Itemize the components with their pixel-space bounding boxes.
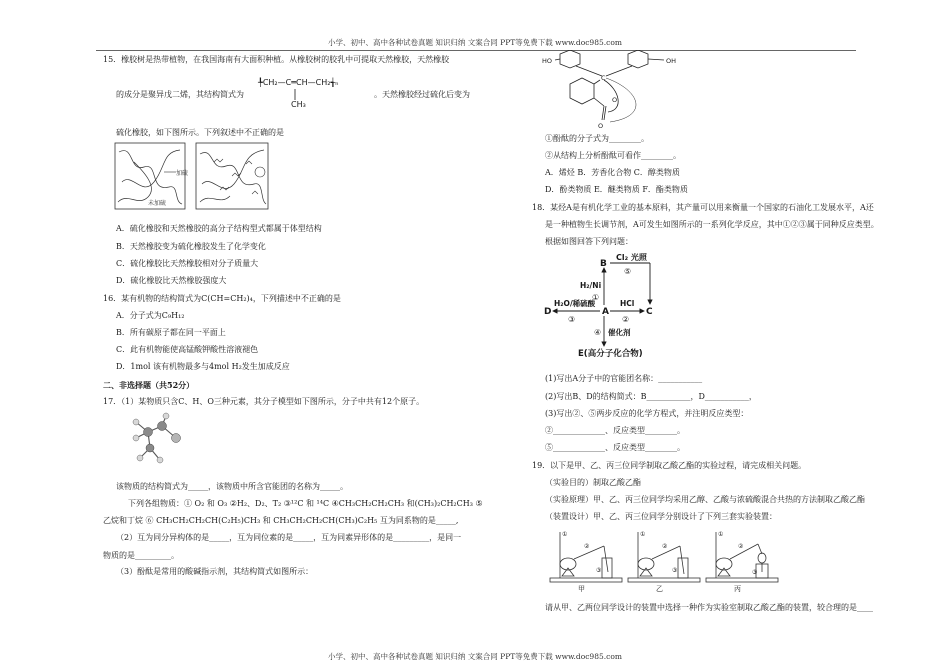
q18-question3: (3)写出②、⑤两步反应的化学方程式，并注明反应类型： — [545, 409, 749, 418]
q17-line4: 乙烷和丁烷 ⑥ CH₃CH₂CH₂CH(C₂H₅)CH₃ 和 CH₃CH₂CH₂CH(CH₃)C₂H₅ 互为同系物的是_____, — [103, 516, 459, 525]
q18-line1: 18．某烃A是有机化学工业的基本原料，其产量可以用来衡量一个国家的石油化工发展水平，A还 — [532, 203, 874, 212]
svg-text:①: ① — [718, 531, 724, 538]
q17-part1: ①酚酞的分子式为________。 — [545, 134, 649, 143]
q17-part2: ②从结构上分析酚酞可看作________。 — [545, 151, 681, 160]
molecule-model-figure — [126, 412, 188, 468]
node-c: C — [646, 307, 653, 317]
q16-stem: 16．某有机物的结构简式为C(CH=CH₂)₄，下列描述中不正确的是 — [103, 294, 341, 303]
fig-label-vulcanized: 加硫 — [176, 170, 189, 177]
section-2-title: 二、非选择题（共52分） — [103, 380, 195, 390]
q16-option-a: A．分子式为C₉H₁₂ — [116, 311, 185, 320]
q18-question3-step2: ②_____________、反应类型________。 — [545, 426, 685, 435]
step-4: ④ — [594, 328, 602, 337]
q17-options-row2: D．酚类物质 E．醚类物质 F．酯类物质 — [545, 185, 688, 194]
node-b: B — [600, 259, 607, 269]
q19-line4: （装置设计）甲、乙、丙三位同学分别设计了下列三套实验装置： — [545, 512, 777, 521]
step-3: ③ — [568, 315, 576, 324]
reagent-cl2: Cl₂ 光照 — [616, 253, 647, 262]
svg-text:②: ② — [662, 543, 668, 550]
svg-text:①: ① — [562, 531, 568, 538]
fig-oh-label: OH — [666, 57, 677, 65]
q15-formula-sub: CH₃ — [291, 100, 306, 109]
apparatus-figure — [548, 528, 780, 592]
svg-text:②: ② — [738, 543, 744, 550]
reagent-h2: H₂/Ni — [580, 281, 602, 290]
q16-option-d: D．1mol 该有机物最多与4mol H₂发生加成反应 — [116, 362, 290, 371]
phenolphthalein-figure — [540, 50, 690, 130]
apparatus-label-yi: 乙 — [656, 585, 663, 592]
node-d: D — [544, 307, 552, 317]
apparatus-label-jia: 甲 — [578, 585, 585, 592]
q19-line1: 19．以下是甲、乙、丙三位同学制取乙酸乙酯的实验过程，请完成相关问题。 — [532, 461, 807, 470]
q16-option-b: B．所有碳原子都在同一平面上 — [116, 328, 226, 337]
q19-line2: （实验目的）制取乙酸乙酯 — [545, 478, 641, 487]
fig-c-label: C — [601, 74, 606, 82]
reaction-diagram — [540, 250, 680, 360]
reagent-h2o: H₂O/稀硫酸 — [554, 299, 596, 308]
q18-question1: (1)写出A分子中的官能团名称：___________ — [545, 374, 703, 383]
q15-line3: 硫化橡胶，如下图所示。下列叙述中不正确的是 — [116, 128, 284, 137]
step-5: ⑤ — [624, 267, 632, 276]
svg-text:③: ③ — [596, 567, 602, 574]
svg-text:③: ③ — [752, 569, 758, 576]
q18-question2: (2)写出B、D的结构简式：B___________，D___________， — [545, 392, 757, 401]
reagent-catalyst: 催化剂 — [608, 328, 631, 337]
q15-line2a: 的成分是聚异戊二烯，其结构简式为 — [116, 90, 244, 99]
q15-line1: 15．橡胶树是热带植物，在我国海南有大面积种植。从橡胶树的胶乳中可提取天然橡胶，天然橡胶 — [103, 55, 450, 64]
q15-option-d: D．硫化橡胶比天然橡胶强度大 — [116, 276, 227, 285]
q18-question3-step5: ⑤_____________、反应类型________。 — [545, 443, 685, 452]
fig-o-label: O — [612, 96, 618, 104]
q19-line5: 请从甲、乙两位同学设计的装置中选择一种作为实验室制取乙酸乙酯的装置，较合理的是____ — [545, 603, 873, 612]
reagent-hcl: HCl — [620, 299, 635, 308]
svg-text:①: ① — [640, 531, 646, 538]
q15-option-b: B．天然橡胶变为硫化橡胶发生了化学变化 — [116, 242, 266, 251]
q15-formula: ╄CH₂—C═CH—CH₂╅ₙ — [258, 78, 339, 87]
q17-line5: （2）互为同分异构体的是_____，互为同位素的是_____，互为同素异形体的是_________，是同一 — [116, 533, 462, 542]
q19-line3: （实验原理）甲、乙、丙三位同学均采用乙醇、乙酸与浓硫酸混合共热的方法制取乙酸乙酯 — [545, 495, 865, 504]
node-e: E(高分子化合物) — [578, 349, 643, 359]
header-rule — [96, 50, 856, 51]
step-1: ① — [592, 293, 600, 302]
formula-bond — [293, 89, 297, 100]
page-header: 小学、初中、高中各种试卷真题 知识归纳 文案合同 PPT等免费下载 www.doc985.com — [328, 38, 622, 47]
q16-option-c: C．此有机物能使高锰酸钾酸性溶液褪色 — [116, 345, 259, 354]
q17-options-row1: A．烯烃 B．芳香化合物 C．醇类物质 — [545, 168, 680, 177]
svg-text:③: ③ — [672, 567, 678, 574]
svg-text:②: ② — [584, 543, 590, 550]
q18-line2: 是一种植物生长调节剂，A可发生如图所示的一系列化学反应，其中①②③属于同种反应类型。 — [545, 220, 879, 229]
fig-ho-label: HO — [542, 57, 553, 65]
step-2: ② — [622, 315, 630, 324]
q15-line2b: 。天然橡胶经过硫化后变为 — [374, 90, 470, 99]
q17-line1: 17．（1）某物质只含C、H、O三种元素，其分子模型如下图所示，分子中共有12个原子。 — [103, 397, 425, 406]
page-footer: 小学、初中、高中各种试卷真题 知识归纳 文案合同 PPT等免费下载 www.doc985.com — [328, 652, 622, 661]
q17-line7: （3）酚酞是常用的酸碱指示剂，其结构简式如图所示： — [116, 567, 314, 576]
q17-line2: 该物质的结构简式为_____，该物质中所含官能团的名称为_____。 — [116, 482, 348, 491]
apparatus-label-bing: 丙 — [734, 585, 741, 592]
q18-line3: 根据如图回答下列问题： — [545, 237, 633, 246]
q17-line3: 下列各组物质：① O₂ 和 O₃ ②H₂、D₂、T₂ ③¹²C 和 ¹⁴C ④CH₃CH₂CH₂CH₃ 和(CH₃)₂CH₂CH₃ ⑤ — [128, 499, 483, 508]
fig-o-label-2: O — [598, 122, 604, 130]
rubber-structure-figure — [114, 142, 270, 212]
node-a: A — [602, 307, 609, 317]
fig-label-unvulcanized: 未加硫 — [148, 200, 167, 207]
q15-option-a: A．硫化橡胶和天然橡胶的高分子结构型式都属于体型结构 — [116, 224, 322, 233]
q17-line6: 物质的是_________。 — [103, 551, 179, 560]
q15-option-c: C．硫化橡胶比天然橡胶相对分子质量大 — [116, 259, 259, 268]
